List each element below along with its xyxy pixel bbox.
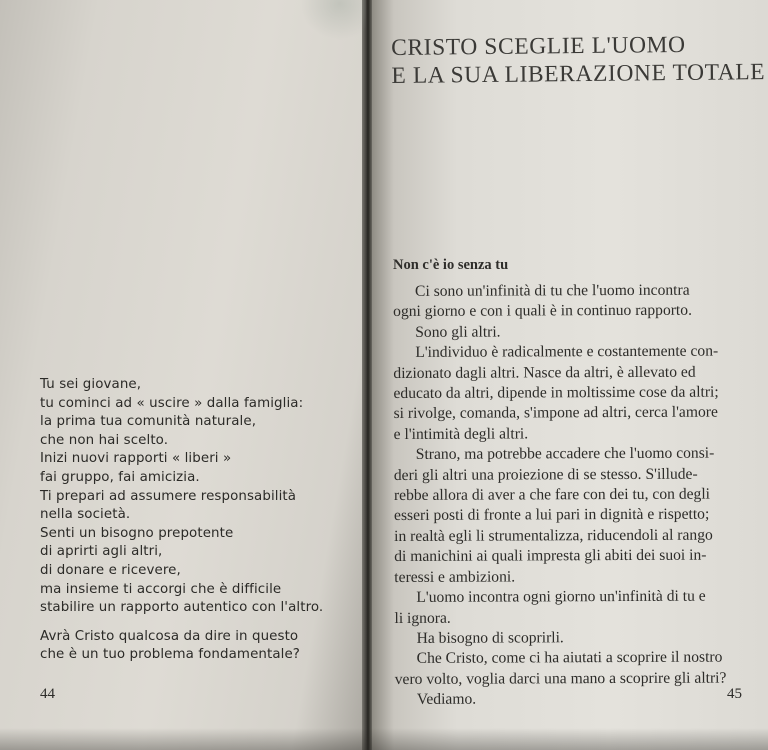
body-line: L'individuo è radicalmente e costantemente con- bbox=[415, 342, 719, 362]
page-number-left: 44 bbox=[40, 686, 55, 702]
left-line: tu cominci ad « uscire » dalla famiglia: bbox=[40, 395, 304, 411]
body-line: dizionato dagli altri. Nasce da altri, è allevato ed bbox=[393, 363, 696, 382]
body-line: rebbe allora di aver a che fare con dei tu, con degli bbox=[393, 485, 711, 505]
left-line: ma insieme ti accorgi che è difficile bbox=[40, 581, 282, 597]
left-line: fai gruppo, fai amicizia. bbox=[40, 469, 200, 485]
body-line: e l'intimità degli altri. bbox=[393, 425, 529, 443]
body-line: ogni giorno e con i quali è in continuo rapporto. bbox=[393, 302, 692, 321]
chapter-title bbox=[391, 30, 766, 90]
body-line: teressi e ambizioni. bbox=[394, 568, 516, 586]
body-line: L'uomo incontra ogni giorno un'infinità di tu e bbox=[416, 587, 706, 606]
body-line: li ignora. bbox=[394, 609, 451, 627]
left-line: nella società. bbox=[40, 507, 131, 523]
question-line: che è un tuo problema fondamentale? bbox=[40, 647, 301, 663]
chapter-title-line: CRISTO SCEGLIE L'UOMO bbox=[391, 31, 686, 61]
left-line: Senti un bisogno prepotente bbox=[40, 525, 234, 541]
body-line: si rivolge, comanda, s'impone ad altri, cerca l'amore bbox=[393, 404, 718, 423]
left-line: di donare e ricevere, bbox=[40, 562, 181, 578]
page-number-right: 45 bbox=[727, 686, 742, 702]
body-line: di manichini ai quali impresta gli abiti dei suoi in- bbox=[394, 546, 707, 566]
body-line: Strano, ma potrebbe accadere che l'uomo consi- bbox=[415, 444, 715, 464]
body-line: vero volto, voglia darci una mano a scoprire gli altri? bbox=[394, 669, 727, 688]
left-line: stabilire un rapporto autentico con l'altro. bbox=[40, 600, 324, 616]
left-line: di aprirti agli altri, bbox=[40, 544, 163, 560]
left-line: che non hai scelto. bbox=[40, 432, 169, 448]
chapter-title-line: E LA SUA LIBERAZIONE TOTALE bbox=[391, 59, 766, 89]
left-line: la prima tua comunità naturale, bbox=[40, 414, 257, 430]
book-gutter bbox=[362, 0, 372, 750]
body-line: educato da altri, dipende in moltissime cose da altri; bbox=[393, 383, 719, 403]
body-line: Ha bisogno di scoprirli. bbox=[416, 629, 564, 647]
question-line: Avrà Cristo qualcosa da dire in questo bbox=[40, 628, 299, 644]
left-line: Tu sei giovane, bbox=[40, 377, 142, 392]
page-corner-shadow bbox=[300, 0, 366, 40]
stanza-gap bbox=[40, 618, 360, 628]
left-line: Ti prepari ad assumere responsabilità bbox=[40, 488, 297, 504]
body-line: Che Cristo, come ci ha aiutati a scoprire il nostro bbox=[416, 648, 723, 668]
section-heading: Non c'è io senza tu bbox=[393, 257, 509, 273]
body-line: Sono gli altri. bbox=[415, 323, 501, 341]
body-line: esseri posti di fronte a lui pari in dignità e rispetto; bbox=[393, 506, 710, 525]
body-line: Vediamo. bbox=[416, 690, 477, 709]
body-line: deri gli altri una proiezione di se stesso. S'illude- bbox=[393, 465, 698, 484]
body-line: in realtà egli li strumentalizza, riducendoli al rango bbox=[394, 526, 713, 545]
left-line: Inizi nuovi rapporti « liberi » bbox=[40, 451, 232, 467]
body-line: Ci sono un'infinità di tu che l'uomo incontra bbox=[415, 281, 690, 300]
book-bottom-shadow bbox=[0, 728, 768, 750]
left-page-text bbox=[40, 376, 360, 665]
body-text bbox=[393, 280, 755, 710]
